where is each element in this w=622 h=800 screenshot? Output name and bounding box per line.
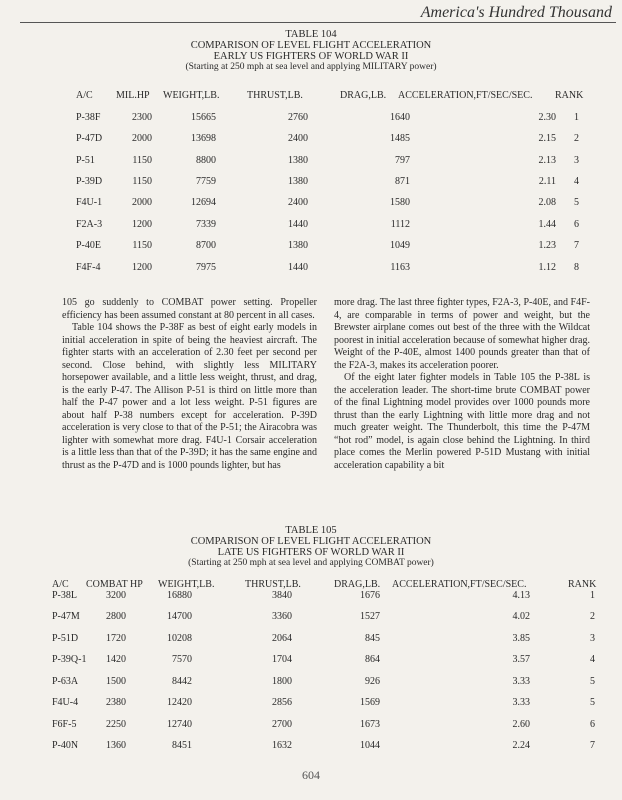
table-104-title: COMPARISON OF LEVEL FLIGHT ACCELERATION (190, 40, 432, 51)
table-104-note: (Starting at 250 mph at sea level and applying MILITARY power) (185, 62, 437, 72)
table-cell: 6 (574, 219, 579, 230)
table-cell: 1 (590, 590, 595, 601)
table-105-caption (0, 525, 622, 569)
column-header: ACCELERATION,FT/SEC/SEC. (392, 579, 527, 590)
table-cell: 4.02 (512, 611, 530, 622)
table-cell: 2400 (288, 133, 308, 144)
page-number: 604 (302, 768, 320, 782)
table-cell: 926 (365, 676, 380, 687)
table-cell: 1380 (288, 240, 308, 251)
body-left-column (62, 297, 317, 472)
table-cell: 8442 (172, 676, 192, 687)
table-cell: 1580 (390, 197, 410, 208)
table-cell: 5 (590, 676, 595, 687)
body-paragraph: Of the eight later fighter models in Table 105 the P-38L is the acceleration leader. The short-time brute COMBAT power of the final Lightning model provides over 1000 pounds more thrust than the early Lightning with little more drag and not much greater weight. The Thunderbolt, this time the P-47M “hot rod” model, is again close behind the Lightning. In third place comes the Merlin powered P-51D Mustang with initial acceleration capability a bit (334, 372, 590, 471)
column-header: ACCELERATION,FT/SEC/SEC. (398, 90, 533, 101)
table-cell: 2.08 (538, 197, 556, 208)
table-cell: 1704 (272, 654, 292, 665)
table-cell: 3840 (272, 590, 292, 601)
table-cell: 2800 (106, 611, 126, 622)
column-header: RANK (555, 90, 584, 101)
table-cell: 2 (574, 133, 579, 144)
table-cell: 3 (574, 155, 579, 166)
table-cell: 2.15 (538, 133, 556, 144)
table-cell: 2700 (272, 719, 292, 730)
body-right-column (334, 297, 590, 472)
running-head: America's Hundred Thousand (420, 4, 612, 21)
table-cell: P-38L (52, 590, 77, 601)
body-paragraph: Table 104 shows the P-38F as best of eight early models in initial acceleration in spite of being the heaviest aircraft. The fighter starts with an acceleration of 2.30 feet per second per second. Close behind, with slightly less MILITARY horsepower available, and a little less weight, thrust, and drag, is the early P-47. The Allison P-51 is third on little more than half the P-47 power and a lot less weight. P-51 figures are about half P-38 numbers except for acceleration. P-39D acceleration is very close to that of the P-51; the Airacobra was lighter with somewhat more drag. F4U-1 Corsair acceleration is a little less than that of the P-39D; it has the same engine and thrust as the P-47D and is 1000 pounds lighter, but has (62, 322, 317, 471)
table-cell: 2400 (288, 197, 308, 208)
table-cell: 3.33 (512, 676, 530, 687)
table-cell: P-51D (52, 633, 79, 644)
table-cell: 1527 (360, 611, 380, 622)
table-cell: P-47M (52, 611, 80, 622)
table-cell: 7339 (196, 219, 216, 230)
table-104-subtitle: EARLY US FIGHTERS OF WORLD WAR II (213, 51, 409, 62)
table-cell: 3.57 (512, 654, 530, 665)
table-cell: 2.60 (512, 719, 530, 730)
table-cell: 2000 (132, 133, 152, 144)
table-cell: 2.24 (512, 740, 530, 751)
table-cell: 1360 (106, 740, 126, 751)
table-cell: 797 (395, 155, 410, 166)
table-cell: 1150 (132, 176, 152, 187)
table-cell: 2000 (132, 197, 152, 208)
table-cell: 1.12 (538, 262, 556, 273)
header-rule (20, 22, 616, 23)
column-header: A/C (52, 579, 69, 590)
column-header: DRAG,LB. (334, 579, 381, 590)
table-cell: 1163 (390, 262, 410, 273)
table-cell: 2760 (288, 112, 308, 123)
table-cell: 12694 (191, 197, 216, 208)
body-paragraph: more drag. The last three fighter types, F2A-3, P-40E, and F4F-4, are comparable in terms of power and weight, but the Brewster airplane comes out best of the three with the Wildcat poorest in initial acceleration because of somewhat higher drag. Weight of the P-40E, almost 1400 pounds greater than that of the F2A-3, makes its acceleration poorer. (334, 297, 590, 371)
table-cell: P-47D (76, 133, 103, 144)
table-cell: 1.44 (538, 219, 556, 230)
table-cell: 2.13 (538, 155, 556, 166)
table-104-number: TABLE 104 (285, 29, 337, 40)
table-cell: 3.85 (512, 633, 530, 644)
table-cell: 871 (395, 176, 410, 187)
table-cell: 1720 (106, 633, 126, 644)
table-cell: 13698 (191, 133, 216, 144)
table-cell: 8800 (196, 155, 216, 166)
table-cell: 4 (574, 176, 579, 187)
table-cell: 2856 (272, 697, 292, 708)
table-cell: F4U-4 (52, 697, 79, 708)
table-cell: 1 (574, 112, 579, 123)
table-cell: 12420 (167, 697, 192, 708)
table-cell: 7 (574, 240, 579, 251)
table-cell: 8 (574, 262, 579, 273)
table-cell: 1200 (132, 262, 152, 273)
table-cell: 3360 (272, 611, 292, 622)
table-cell: 2380 (106, 697, 126, 708)
table-cell: 1440 (288, 219, 308, 230)
table-cell: 7 (590, 740, 595, 751)
table-cell: 2064 (272, 633, 292, 644)
table-cell: 1049 (390, 240, 410, 251)
table-cell: 1676 (360, 590, 380, 601)
table-cell: 1200 (132, 219, 152, 230)
table-cell: 4 (590, 654, 595, 665)
table-cell: 1800 (272, 676, 292, 687)
table-cell: P-40E (76, 240, 101, 251)
table-cell: 1112 (390, 219, 410, 230)
table-cell: 1640 (390, 112, 410, 123)
table-cell: F4F-4 (76, 262, 101, 273)
table-cell: 1632 (272, 740, 292, 751)
table-cell: P-38F (76, 112, 101, 123)
table-cell: 1673 (360, 719, 380, 730)
column-header: A/C (76, 90, 93, 101)
table-cell: F4U-1 (76, 197, 103, 208)
column-header: WEIGHT,LB. (158, 579, 215, 590)
table-cell: 1485 (390, 133, 410, 144)
table-cell: 6 (590, 719, 595, 730)
table-cell: 8451 (172, 740, 192, 751)
table-cell: P-39D (76, 176, 103, 187)
table-cell: P-51 (76, 155, 95, 166)
table-cell: 2.11 (538, 176, 556, 187)
table-cell: 3 (590, 633, 595, 644)
table-cell: 7975 (196, 262, 216, 273)
table-cell: 5 (590, 697, 595, 708)
table-cell: P-39Q-1 (52, 654, 87, 665)
table-cell: 1044 (360, 740, 380, 751)
table-cell: 864 (365, 654, 380, 665)
table-cell: 3.33 (512, 697, 530, 708)
table-104-caption (0, 29, 622, 73)
table-cell: 1150 (132, 155, 152, 166)
column-header: DRAG,LB. (340, 90, 387, 101)
column-header: THRUST,LB. (247, 90, 303, 101)
body-paragraph: 105 go suddenly to COMBAT power setting. Propeller efficiency has been assumed constant at 80 percent in all cases. (62, 297, 317, 321)
table-cell: 4.13 (512, 590, 530, 601)
table-cell: 1380 (288, 176, 308, 187)
table-cell: P-40N (52, 740, 79, 751)
table-cell: F2A-3 (76, 219, 103, 230)
column-header: MIL.HP (116, 90, 150, 101)
table-cell: 2 (590, 611, 595, 622)
table-cell: 7570 (172, 654, 192, 665)
column-header: WEIGHT,LB. (163, 90, 220, 101)
table-cell: 1500 (106, 676, 126, 687)
table-cell: 1569 (360, 697, 380, 708)
table-cell: 1.23 (538, 240, 556, 251)
table-cell: 2.30 (538, 112, 556, 123)
table-cell: 10208 (167, 633, 192, 644)
table-cell: 14700 (167, 611, 192, 622)
table-cell: 3200 (106, 590, 126, 601)
table-cell: F6F-5 (52, 719, 77, 730)
table-cell: 12740 (167, 719, 192, 730)
table-cell: 8700 (196, 240, 216, 251)
table-105-note: (Starting at 250 mph at sea level and applying COMBAT power) (188, 558, 434, 568)
table-105-number: TABLE 105 (285, 525, 337, 536)
table-cell: 1380 (288, 155, 308, 166)
column-header: RANK (568, 579, 597, 590)
table-cell: 15665 (191, 112, 216, 123)
table-cell: 1440 (288, 262, 308, 273)
table-cell: 1150 (132, 240, 152, 251)
table-cell: 845 (365, 633, 380, 644)
column-header: THRUST,LB. (245, 579, 301, 590)
column-header: COMBAT HP (86, 579, 143, 590)
table-105-title: COMPARISON OF LEVEL FLIGHT ACCELERATION (190, 536, 432, 547)
table-cell: 2300 (132, 112, 152, 123)
table-cell: P-63A (52, 676, 79, 687)
table-cell: 7759 (196, 176, 216, 187)
table-cell: 5 (574, 197, 579, 208)
table-cell: 16880 (167, 590, 192, 601)
table-cell: 1420 (106, 654, 126, 665)
table-cell: 2250 (106, 719, 126, 730)
table-105-subtitle: LATE US FIGHTERS OF WORLD WAR II (217, 547, 405, 558)
